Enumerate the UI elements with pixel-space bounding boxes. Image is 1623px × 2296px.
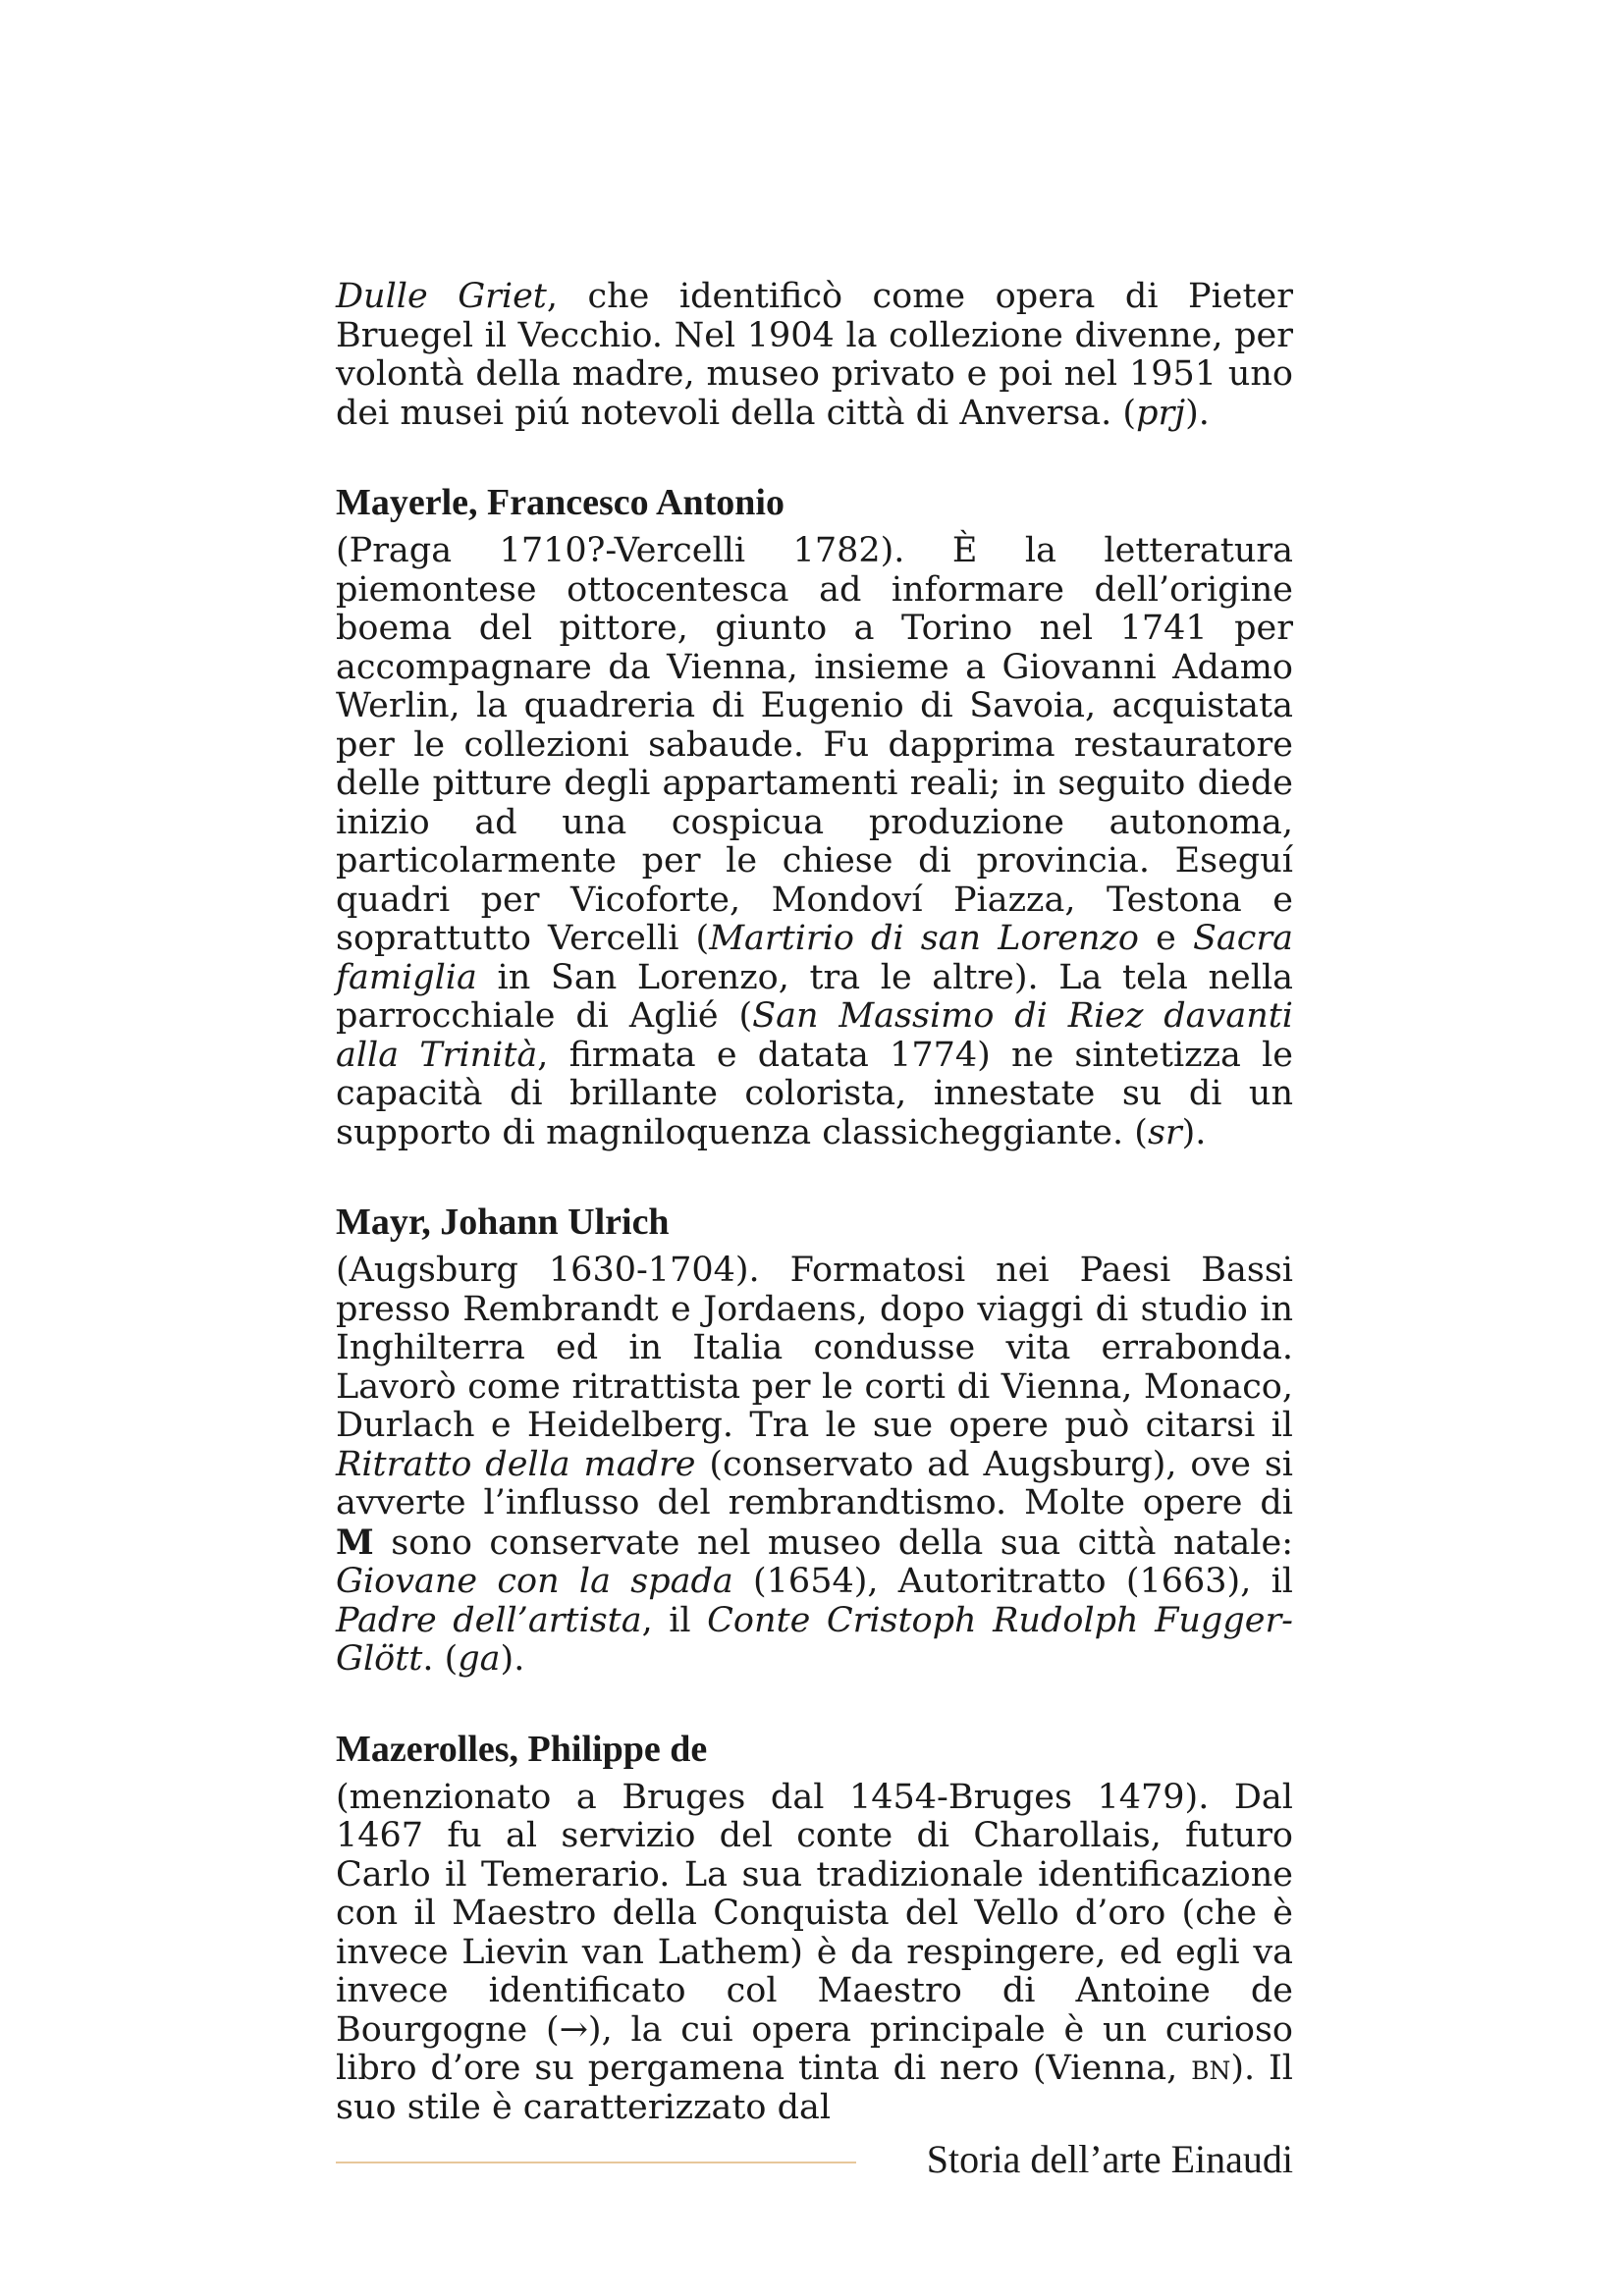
text-column bbox=[336, 278, 1293, 2127]
entry-mazerolles bbox=[336, 1726, 1293, 2128]
text-segment: prj bbox=[1136, 393, 1186, 433]
text-segment: (conservato ad Augsburg), ove si avverte l’influsso del rembrandtismo. Molte opere di bbox=[336, 1444, 1293, 1522]
text-segment: sono conservate nel museo della sua città natale: bbox=[373, 1522, 1293, 1563]
text-segment: . ( bbox=[422, 1639, 459, 1679]
entry-title: Mayerle, Francesco Antonio bbox=[336, 482, 784, 523]
text-segment: Giovane con la spada bbox=[336, 1562, 733, 1601]
text-segment: ). bbox=[500, 1639, 525, 1679]
text-segment: (menzionato a Bruges dal 1454-Bruges 1479). Dal 1467 fu al servizio del conte di Charollais, futuro Carlo il Temerario. La sua tradizionale identificazione con il Maestro della Conquista del Vello d’oro (che è invece Lievin van Lathem) è da respingere, ed egli va invece identificato col Maestro di Antoine de Bourgogne (→), la cui opera principale è un curioso libro d’ore su pergamena tinta di nero (Vienna, bbox=[336, 1777, 1293, 2088]
footer-title: Storia dell’arte Einaudi bbox=[926, 2137, 1293, 2181]
entry-body bbox=[336, 1779, 1293, 2128]
text-segment: in San Lorenzo, tra le altre). La tela nella parrocchiale di Aglié ( bbox=[336, 957, 1293, 1036]
entry-body bbox=[336, 532, 1293, 1152]
text-segment: San Massimo di Riez davanti alla Trinità bbox=[336, 996, 1293, 1075]
text-segment: Dulle Griet bbox=[336, 277, 547, 316]
entry-mayerle bbox=[336, 479, 1293, 1152]
text-segment: Conte Cristoph Rudolph Fugger-Glött bbox=[336, 1600, 1294, 1679]
text-segment: Padre dell’artista bbox=[336, 1600, 642, 1640]
entry-title: Mayr, Johann Ulrich bbox=[336, 1201, 670, 1243]
text-segment: sr bbox=[1147, 1112, 1182, 1152]
text-segment: e bbox=[1139, 919, 1193, 958]
text-segment: (1654), Autoritratto (1663), il bbox=[732, 1562, 1293, 1601]
text-segment: (Augsburg 1630-1704). Formatosi nei Paesi Bassi presso Rembrandt e Jordaens, dopo viaggi di studio in Inghilterra ed in Italia condusse vita errabonda. Lavorò come ritrattista per le corti di Vienna, Monaco, Durlach e Heidelberg. Tra le sue opere può citarsi il bbox=[336, 1251, 1293, 1445]
intro-paragraph bbox=[336, 278, 1293, 433]
text-segment: ). bbox=[1185, 393, 1210, 433]
text-segment: , firmata e datata 1774) ne sintetizza le capacità di brillante colorista, innestate su di un supporto di magniloquenza classicheggiante. ( bbox=[336, 1035, 1293, 1152]
entry-title: Mazerolles, Philippe de bbox=[336, 1728, 708, 1770]
text-segment: ). Il suo stile è caratterizzato dal bbox=[336, 2049, 1293, 2127]
text-segment: M bbox=[336, 1522, 374, 1563]
text-segment: Sacra famiglia bbox=[336, 919, 1293, 997]
footer-rule bbox=[336, 2162, 856, 2163]
entry-body bbox=[336, 1252, 1293, 1680]
text-segment: , che identificò come opera di Pieter Bruegel il Vecchio. Nel 1904 la collezione divenne, per volontà della madre, museo privato e poi nel 1951 uno dei musei piú notevoli della città di Anversa. ( bbox=[336, 277, 1293, 433]
text-segment: , il bbox=[641, 1600, 708, 1640]
text-segment: bn bbox=[1191, 2049, 1231, 2088]
text-segment: (Praga 1710?-Vercelli 1782). È la letteratura piemontese ottocentesca ad informare dell’origine boema del pittore, giunto a Torino nel 1741 per accompagnare da Vienna, insieme a Giovanni Adamo Werlin, la quadreria di Eugenio di Savoia, acquistata per le collezioni sabaude. Fu dapprima restauratore delle pitture degli appartamenti reali; in seguito diede inizio ad una cospicua produzione autonoma, particolarmente per le chiese di provincia. Eseguí quadri per Vicoforte, Mondoví Piazza, Testona e soprattutto Vercelli ( bbox=[336, 531, 1293, 958]
text-segment: ). bbox=[1181, 1112, 1207, 1152]
text-segment: Ritratto della madre bbox=[336, 1444, 696, 1484]
entry-mayr bbox=[336, 1199, 1293, 1680]
text-segment: ga bbox=[458, 1639, 501, 1679]
text-segment: Martirio di san Lorenzo bbox=[709, 919, 1140, 958]
